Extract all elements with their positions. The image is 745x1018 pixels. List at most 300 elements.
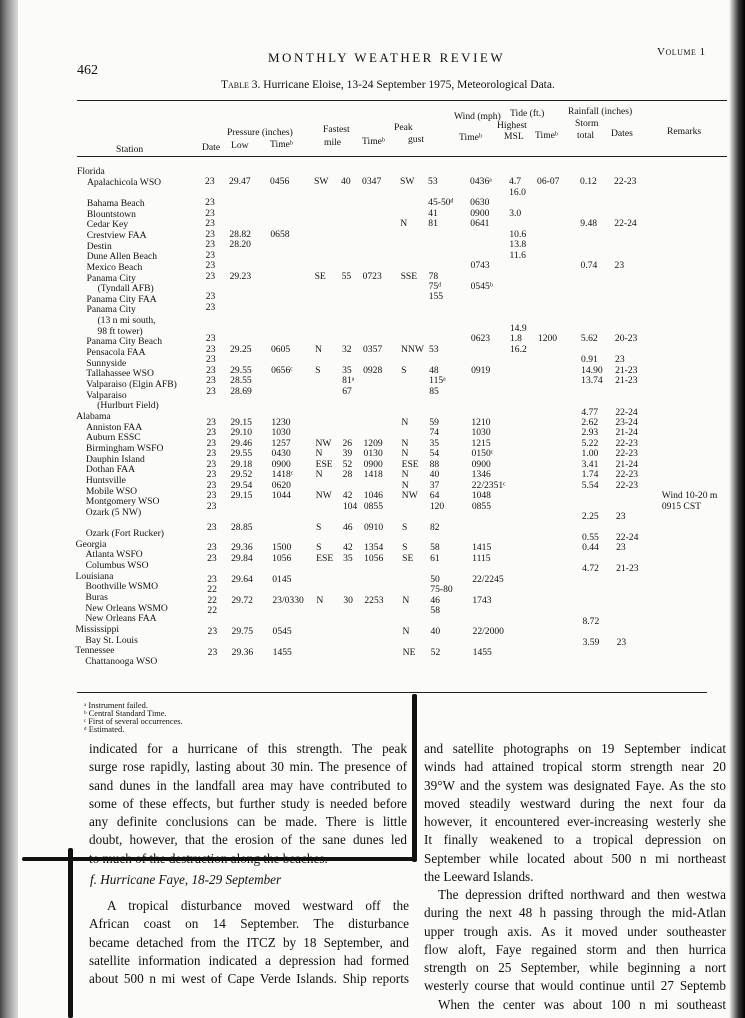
table-station-cell: Anniston FAA bbox=[86, 421, 143, 433]
table-cell-ptime: 1230 bbox=[271, 416, 291, 428]
header-dates: Dates bbox=[611, 128, 633, 139]
table-cell-ptime: 1418ᶜ bbox=[271, 469, 294, 481]
text-line: When the center was about 100 n mi southeast bbox=[438, 996, 726, 1012]
table-station-cell: Atlanta WSFO bbox=[85, 549, 143, 561]
table-cell-low: 29.52 bbox=[230, 469, 253, 481]
table-cell-fdir: ESE bbox=[315, 458, 333, 470]
table-cell-rdates: 23 bbox=[616, 542, 626, 554]
table-cell-date: 23 bbox=[206, 500, 217, 512]
journal-title: MONTHLY WEATHER REVIEW bbox=[268, 50, 506, 65]
table-cell-rdates: 21-23 bbox=[615, 375, 638, 387]
table-cell-gspd: 40 bbox=[429, 469, 440, 481]
table-cell-rdates: 22-23 bbox=[615, 437, 638, 449]
table-cell-tide: 3.0 bbox=[509, 207, 522, 219]
table-cell-ptime: 1056 bbox=[272, 552, 292, 564]
table-station-cell: Cedar Key bbox=[86, 219, 129, 231]
header-msl: MSL bbox=[504, 131, 524, 142]
table-cell-gspd: 40 bbox=[430, 626, 441, 638]
table-cell-ptime: 0145 bbox=[272, 573, 292, 585]
table-cell-rain: 8.72 bbox=[582, 615, 600, 627]
table-caption bbox=[221, 79, 555, 91]
table-cell-date: 23 bbox=[206, 416, 216, 428]
table-cell-tide: 16.0 bbox=[509, 186, 526, 198]
table-cell-rain: 13.74 bbox=[581, 375, 603, 387]
table-cell-ftime: 0357 bbox=[362, 343, 383, 355]
table-cell-tide: 10.6 bbox=[509, 228, 527, 240]
table-cell-gdir: NW bbox=[401, 490, 418, 502]
table-cell-gspd: 35 bbox=[429, 437, 440, 449]
table-cell-low: 29.84 bbox=[231, 552, 253, 564]
page-edge-shadow bbox=[729, 0, 745, 1018]
table-cell-gdir: NE bbox=[402, 647, 416, 659]
footnote: ᵇ Central Standard Time. bbox=[84, 709, 167, 718]
table-cell-date: 23 bbox=[206, 469, 217, 481]
table-cell-gtime: 0743 bbox=[470, 260, 490, 272]
table-cell-tide: 11.6 bbox=[509, 249, 526, 261]
text-line: It finally weakened to a tropical depression on bbox=[424, 832, 726, 848]
table-cell-date: 23 bbox=[207, 573, 217, 585]
text-line: and satellite photographs on 19 September indicat bbox=[424, 741, 726, 756]
table-cell-gtime: 0919 bbox=[471, 364, 491, 376]
table-cell-date: 23 bbox=[205, 270, 216, 282]
table-cell-date: 23 bbox=[205, 249, 216, 261]
table-cell-low: 29.36 bbox=[231, 647, 254, 659]
section-heading: f. Hurricane Faye, 18-29 September bbox=[90, 872, 282, 887]
header-low: Low bbox=[231, 140, 249, 151]
text-line: surge rose rapidly, lasting about 30 min. The presence of bbox=[89, 759, 407, 775]
table-cell-ftime: 1354 bbox=[364, 542, 384, 554]
table-cell-rain: 9.48 bbox=[580, 218, 598, 230]
table-cell-rain: 0.74 bbox=[580, 260, 598, 272]
table-cell-ftime: 0910 bbox=[363, 521, 384, 533]
table-cell-ptime: 1455 bbox=[272, 647, 292, 659]
table-cell-rdates: 21-23 bbox=[616, 563, 639, 575]
table-cell-gspd: 82 bbox=[429, 521, 440, 533]
table-cell-gtime: 22/2000 bbox=[472, 626, 504, 638]
volume-label: Volume 1 bbox=[657, 46, 706, 58]
table-station-cell: Columbus WSO bbox=[85, 560, 149, 572]
table-cell-gdir: N bbox=[401, 416, 409, 428]
table-cell-ftime: 0347 bbox=[362, 176, 382, 188]
text-line: however, it encountered ever-increasing westerly she bbox=[424, 814, 726, 830]
text-line: strength on 25 September, while beginning a nort bbox=[424, 960, 726, 976]
table-cell-gspd: 53 bbox=[428, 343, 439, 355]
table-cell-fspd: 28 bbox=[342, 469, 353, 481]
table-cell-ptime: 0545 bbox=[272, 626, 292, 638]
table-cell-date: 23 bbox=[205, 176, 215, 188]
table-cell-ptime: 23/0330 bbox=[272, 594, 304, 606]
table-cell-gspd: 53 bbox=[428, 176, 438, 188]
table-cell-gdir: N bbox=[402, 626, 410, 638]
table-cell-rain: 3.59 bbox=[582, 636, 600, 648]
table-cell-low: 29.25 bbox=[229, 343, 252, 355]
table-station-cell: Tallahassee WSO bbox=[86, 368, 154, 380]
table-cell-rain: 4.77 bbox=[581, 406, 599, 418]
table-station-cell: Buras bbox=[85, 592, 108, 603]
table-cell-gtime: 0623 bbox=[470, 333, 491, 345]
table-cell-date: 23 bbox=[206, 448, 217, 460]
table-station-cell: New Orleans WSMO bbox=[85, 602, 168, 614]
table-cell-ftime: 1418 bbox=[363, 469, 383, 481]
table-station-cell: Blountstown bbox=[86, 208, 136, 220]
table-cell-low: 29.64 bbox=[231, 573, 253, 585]
table-cell-date: 23 bbox=[205, 207, 215, 219]
table-cell-gspd: 58 bbox=[430, 605, 440, 617]
table-cell-rdates: 22-23 bbox=[615, 469, 639, 481]
table-cell-date: 23 bbox=[207, 542, 217, 554]
table-cell-ttime: 06-07 bbox=[537, 176, 560, 188]
table-cell-rain: 0.55 bbox=[582, 532, 599, 544]
header-time-gust: Timeᵇ bbox=[459, 132, 482, 143]
table-cell-gspd: 74 bbox=[429, 427, 440, 439]
table-cell-fdir: NW bbox=[315, 437, 332, 449]
table-cell-low: 29.55 bbox=[230, 364, 252, 376]
text-line: indicated for a hurricane of this strength. The peak bbox=[89, 741, 407, 756]
table-station-cell: Huntsville bbox=[85, 474, 126, 486]
table-cell-date: 23 bbox=[206, 364, 216, 376]
table-cell-low: 29.47 bbox=[229, 176, 251, 188]
table-cell-gspd: 115ᵃ bbox=[429, 375, 446, 387]
table-cell-rdates: 22-23 bbox=[615, 448, 638, 460]
table-cell-ptime: 0656ᶜ bbox=[271, 364, 293, 376]
table-cell-ptime: 1044 bbox=[271, 490, 291, 502]
table-cell-date: 23 bbox=[206, 521, 217, 533]
table-station-cell: (Hurlburt Field) bbox=[97, 400, 159, 412]
pen-mark-horizontal bbox=[22, 857, 414, 861]
table-station-cell: Chattanooga WSO bbox=[85, 655, 158, 667]
table-cell-tide: 16.2 bbox=[509, 343, 527, 355]
table-cell-low: 28.55 bbox=[230, 375, 252, 387]
table-cell-fspd: 35 bbox=[343, 552, 353, 564]
table-cell-fdir: SE bbox=[314, 270, 326, 282]
table-cell-date: 23 bbox=[206, 479, 217, 491]
table-top-rule bbox=[77, 100, 727, 101]
table-cell-gtime: 0630 bbox=[470, 197, 490, 209]
text-line: westerly course that would continue until 27 Septemb bbox=[424, 978, 726, 994]
table-cell-date: 23 bbox=[207, 647, 218, 659]
table-cell-date: 22 bbox=[207, 605, 217, 617]
table-station-cell: Ozark (5 NW) bbox=[85, 506, 142, 518]
table-state-heading: Alabama bbox=[76, 410, 111, 422]
table-cell-gtime: 0855 bbox=[471, 500, 492, 512]
text-line: doubt, however, that the erosion of the sane dunes led bbox=[89, 832, 407, 848]
table-cell-fspd: 30 bbox=[343, 594, 353, 606]
table-cell-date: 23 bbox=[206, 458, 217, 470]
table-cell-gtime: 1048 bbox=[471, 490, 491, 502]
table-cell-gdir: NNW bbox=[400, 343, 424, 355]
table-cell-fdir: N bbox=[316, 594, 324, 606]
table-cell-gspd: 75-80 bbox=[430, 584, 453, 596]
left-column-paragraph-1 bbox=[89, 740, 407, 868]
table-cell-low: 28.85 bbox=[230, 521, 253, 533]
text-line: A tropical disturbance moved westward off the bbox=[107, 898, 409, 913]
table-cell-rain: 5.22 bbox=[581, 437, 599, 449]
table-cell-gtime: 0900 bbox=[471, 458, 491, 470]
table-station-cell: Montgomery WSO bbox=[85, 496, 160, 508]
table-station-cell: Dothan FAA bbox=[85, 464, 136, 476]
table-cell-gtime: 0900 bbox=[470, 207, 490, 219]
table-station-cell: Apalachicola WSO bbox=[86, 176, 162, 188]
table-cell-rain: 5.62 bbox=[580, 333, 598, 345]
table-station-cell: Valparaiso bbox=[86, 389, 127, 401]
table-cell-gspd: 85 bbox=[429, 385, 439, 397]
table-cell-ftime: 0130 bbox=[363, 448, 383, 460]
table-cell-rain: 14.90 bbox=[581, 364, 603, 376]
table-cell-date: 23 bbox=[206, 490, 217, 502]
table-cell-low: 29.15 bbox=[230, 490, 253, 502]
table-cell-rdates: 22-23 bbox=[614, 176, 637, 188]
table-cell-date: 23 bbox=[205, 343, 216, 355]
table-state-heading: Tennessee bbox=[75, 645, 115, 657]
table-cell-gdir: S bbox=[401, 364, 407, 376]
table-header-rule bbox=[77, 156, 727, 157]
table-cell-gspd: 155 bbox=[428, 291, 444, 303]
text-line: flow aloft, Faye regained storm and then hurrica bbox=[424, 941, 726, 957]
header-wind: Wind (mph) bbox=[454, 111, 501, 122]
table-cell-gdir: ESE bbox=[401, 458, 419, 470]
text-line: satellite information indicated a depression had formed bbox=[89, 952, 409, 968]
table-cell-gtime: 22/2245 bbox=[472, 573, 504, 585]
table-bottom-rule bbox=[77, 692, 707, 693]
table-station-cell: Panama City bbox=[86, 272, 136, 284]
table-cell-rdates: 22-24 bbox=[616, 532, 639, 544]
table-cell-rdates: 23 bbox=[614, 260, 625, 272]
footnote: ᵃ Instrument failed. bbox=[84, 701, 148, 710]
table-cell-fspd: 52 bbox=[342, 458, 353, 470]
table-cell-rain: 5.54 bbox=[581, 479, 599, 491]
table-cell-low: 29.23 bbox=[229, 270, 252, 282]
table-station-cell: Mexico Beach bbox=[86, 261, 143, 273]
table-cell-gtime: 1030 bbox=[471, 427, 491, 439]
table-cell-gspd: 58 bbox=[430, 542, 440, 554]
table-station-cell: Mobile WSO bbox=[85, 485, 138, 497]
table-station-cell: New Orleans FAA bbox=[85, 613, 157, 625]
table-station-cell: Birmingham WSFO bbox=[86, 442, 164, 454]
header-time-fastest: Timeᵇ bbox=[362, 136, 385, 147]
table-cell-gtime: 1415 bbox=[472, 542, 492, 554]
table-cell-date: 23 bbox=[205, 301, 216, 313]
table-cell-ptime: 0456 bbox=[270, 176, 290, 188]
table-cell-rain: 2.25 bbox=[581, 511, 599, 523]
table-cell-low: 28.82 bbox=[229, 228, 251, 240]
table-cell-rdates: 21-24 bbox=[615, 458, 638, 470]
table-cell-date: 23 bbox=[205, 260, 216, 272]
table-station-cell: Bay St. Louis bbox=[85, 634, 138, 646]
text-line: the Leeward Islands. bbox=[424, 869, 534, 885]
table-cell-rdates: 23-24 bbox=[615, 416, 638, 428]
table-cell-ptime: 0900 bbox=[271, 458, 291, 470]
header-storm: Storm bbox=[575, 118, 599, 129]
pen-mark-vertical bbox=[412, 694, 417, 862]
table-cell-rain: 2.93 bbox=[581, 427, 599, 439]
table-station-cell: (13 n mi south, bbox=[97, 315, 156, 327]
table-cell-ttime: 1200 bbox=[537, 333, 558, 345]
table-cell-rdates: 23 bbox=[615, 354, 625, 366]
table-cell-gdir: N bbox=[401, 437, 409, 449]
text-line: sand dunes in the landfall area may have contributed to bbox=[89, 777, 407, 793]
table-cell-ptime: 0658 bbox=[270, 228, 290, 240]
table-cell-fspd: 42 bbox=[342, 490, 353, 502]
table-station-cell: (Tyndall AFB) bbox=[97, 283, 154, 295]
table-cell-rdates: 23 bbox=[615, 511, 626, 523]
table-cell-gspd: 64 bbox=[429, 490, 440, 502]
table-cell-remarks: 0915 CST bbox=[661, 500, 702, 512]
table-cell-ptime: 0620 bbox=[271, 479, 291, 491]
table-cell-low: 28.69 bbox=[230, 385, 252, 397]
page-number: 462 bbox=[77, 63, 98, 78]
table-cell-fdir: N bbox=[315, 448, 323, 460]
table-cell-fspd: 35 bbox=[342, 364, 352, 376]
table-cell-fdir: ESE bbox=[316, 552, 334, 564]
table-station-cell: Ozark (Fort Rucker) bbox=[85, 528, 165, 540]
table-cell-gdir: SW bbox=[400, 176, 415, 188]
table-station-cell: Boothville WSMO bbox=[85, 581, 159, 593]
table-cell-low: 29.15 bbox=[230, 416, 252, 428]
table-cell-fspd: 32 bbox=[341, 343, 352, 355]
header-time-pressure: Timeᵇ bbox=[270, 139, 293, 150]
table-station-cell: Destin bbox=[86, 240, 112, 252]
table-cell-rain: 0.44 bbox=[582, 542, 599, 554]
table-cell-gspd: 88 bbox=[429, 458, 440, 470]
table-cell-tide: 4.7 bbox=[509, 176, 522, 188]
table-cell-ptime: 1030 bbox=[271, 427, 291, 439]
text-line: upper trough axis. As it moved under southeaster bbox=[424, 923, 726, 939]
table-cell-fspd: 81ᵃ bbox=[342, 375, 355, 387]
header-remarks: Remarks bbox=[667, 126, 702, 137]
table-cell-ftime: 1046 bbox=[363, 490, 383, 502]
table-cell-fspd: 26 bbox=[342, 437, 353, 449]
table-cell-gtime: 1346 bbox=[471, 469, 491, 481]
table-cell-date: 23 bbox=[206, 354, 216, 366]
table-cell-ftime: 1209 bbox=[363, 437, 383, 449]
table-station-cell: Dune Allen Beach bbox=[86, 251, 158, 263]
table-cell-ftime: 0723 bbox=[362, 270, 382, 282]
text-line: any definite conclusions can be made. There is little bbox=[89, 814, 407, 830]
table-cell-date: 23 bbox=[205, 228, 215, 240]
table-cell-fspd: 42 bbox=[343, 542, 353, 554]
table-cell-gspd: 61 bbox=[430, 552, 440, 564]
right-column-paragraph-2 bbox=[424, 886, 726, 1014]
table-cell-rdates: 21-24 bbox=[615, 427, 638, 439]
header-total: total bbox=[577, 130, 595, 141]
table-cell-ptime: 1500 bbox=[272, 542, 292, 554]
table-cell-ftime: 0900 bbox=[363, 458, 383, 470]
table-cell-date: 23 bbox=[205, 197, 215, 209]
table-cell-gspd: 52 bbox=[430, 647, 441, 659]
header-highest: Highest bbox=[497, 120, 527, 131]
table-cell-tide: 14.9 bbox=[509, 322, 527, 334]
table-cell-ftime: 0855 bbox=[363, 500, 384, 512]
text-line: 39°W and the system was designated Faye. As the sto bbox=[424, 777, 726, 793]
table-cell-date: 22 bbox=[207, 594, 217, 606]
table-cell-date: 23 bbox=[205, 333, 216, 345]
table-cell-low: 29.46 bbox=[230, 437, 253, 449]
table-state-heading: Georgia bbox=[75, 538, 107, 550]
table-state-heading: Louisiana bbox=[75, 570, 114, 582]
table-cell-gdir: SE bbox=[402, 552, 414, 564]
table-cell-gtime: 0436ᵃ bbox=[470, 176, 492, 188]
table-cell-fspd: 40 bbox=[341, 176, 351, 188]
table-cell-gspd: 46 bbox=[430, 594, 440, 606]
table-cell-date: 23 bbox=[207, 552, 217, 564]
table-cell-gdir: SSE bbox=[400, 270, 418, 282]
table-station-cell: Panama City Beach bbox=[86, 336, 163, 348]
book-binding-shadow bbox=[0, 0, 18, 1018]
table-cell-gdir: N bbox=[401, 479, 409, 491]
table-cell-fdir: N bbox=[315, 469, 323, 481]
table-cell-gdir: N bbox=[401, 448, 409, 460]
table-cell-gspd: 45-50ᵈ bbox=[428, 197, 454, 209]
table-cell-rdates: 22-23 bbox=[615, 479, 639, 491]
left-column-paragraph-2 bbox=[89, 897, 409, 988]
header-peak: Peak bbox=[394, 122, 413, 133]
table-cell-low: 29.18 bbox=[230, 458, 253, 470]
table-station-cell: Valparaiso (Elgin AFB) bbox=[86, 379, 177, 390]
table-cell-gspd: 120 bbox=[429, 500, 445, 512]
table-caption-prefix: Table 3. bbox=[221, 79, 261, 91]
table-cell-gdir: S bbox=[401, 521, 408, 533]
text-line: moved steadily westward during the next four da bbox=[424, 795, 726, 811]
table-station-cell: Panama City bbox=[86, 304, 136, 316]
table-cell-gspd: 37 bbox=[429, 479, 440, 491]
text-line: about 500 n mi west of Cape Verde Islands. Ship reports bbox=[89, 971, 409, 987]
table-cell-rain: 0.91 bbox=[581, 354, 598, 366]
table-cell-gspd: 54 bbox=[429, 448, 440, 460]
table-station-cell: Auburn ESSC bbox=[86, 432, 141, 444]
table-cell-gtime: 1455 bbox=[472, 647, 492, 659]
table-state-heading: Mississippi bbox=[75, 623, 120, 635]
table-cell-gdir: N bbox=[402, 594, 410, 606]
table-cell-rdates: 20-23 bbox=[614, 333, 638, 345]
table-cell-gdir: S bbox=[402, 542, 408, 554]
table-cell-gtime: 1210 bbox=[471, 416, 491, 428]
text-line: during the next 48 h passing through the mid-Atlan bbox=[424, 905, 726, 921]
text-line: some of these effects, but further study is needed before bbox=[89, 795, 407, 811]
table-cell-rdates: 21-23 bbox=[615, 364, 638, 376]
table-cell-gdir: N bbox=[400, 218, 408, 230]
footnote: ᵈ Estimated. bbox=[84, 725, 125, 734]
header-mile: mile bbox=[324, 137, 342, 148]
table-cell-low: 29.54 bbox=[230, 479, 253, 491]
table-cell-gdir: N bbox=[401, 469, 409, 481]
table-station-cell: Crestview FAA bbox=[86, 229, 147, 241]
text-line: The depression drifted northward and then westwa bbox=[438, 887, 726, 902]
table-cell-gtime: 22/2351ᶜ bbox=[471, 479, 506, 491]
table-station-cell: 98 ft tower) bbox=[97, 325, 143, 337]
table-cell-gspd: 50 bbox=[430, 573, 440, 585]
table-cell-low: 29.10 bbox=[230, 427, 253, 439]
header-fastest: Fastest bbox=[323, 124, 350, 135]
table-cell-tide: 13.8 bbox=[509, 239, 527, 251]
text-line: became detached from the ITCZ by 18 September, and bbox=[89, 934, 409, 950]
table-cell-date: 23 bbox=[206, 437, 217, 449]
table-cell-fdir: S bbox=[315, 364, 321, 376]
table-cell-date: 23 bbox=[205, 291, 216, 303]
header-tide: Tide (ft.) bbox=[510, 108, 545, 119]
table-cell-date: 23 bbox=[205, 218, 215, 230]
table-cell-gtime: 0150ᶜ bbox=[471, 448, 494, 460]
header-time-tide: Timeᵇ bbox=[535, 130, 558, 141]
table-cell-rain: 0.12 bbox=[580, 176, 597, 188]
table-station-cell: Dauphin Island bbox=[85, 453, 145, 465]
table-station-cell: Sunnyside bbox=[86, 357, 127, 369]
table-cell-date: 23 bbox=[206, 385, 216, 397]
table-cell-ftime: 2253 bbox=[364, 594, 384, 606]
table-cell-fdir: S bbox=[316, 542, 322, 554]
table-cell-rain: 1.74 bbox=[581, 469, 599, 481]
header-rainfall: Rainfall (inches) bbox=[568, 106, 633, 117]
table-station-cell: Panama City FAA bbox=[86, 293, 157, 305]
